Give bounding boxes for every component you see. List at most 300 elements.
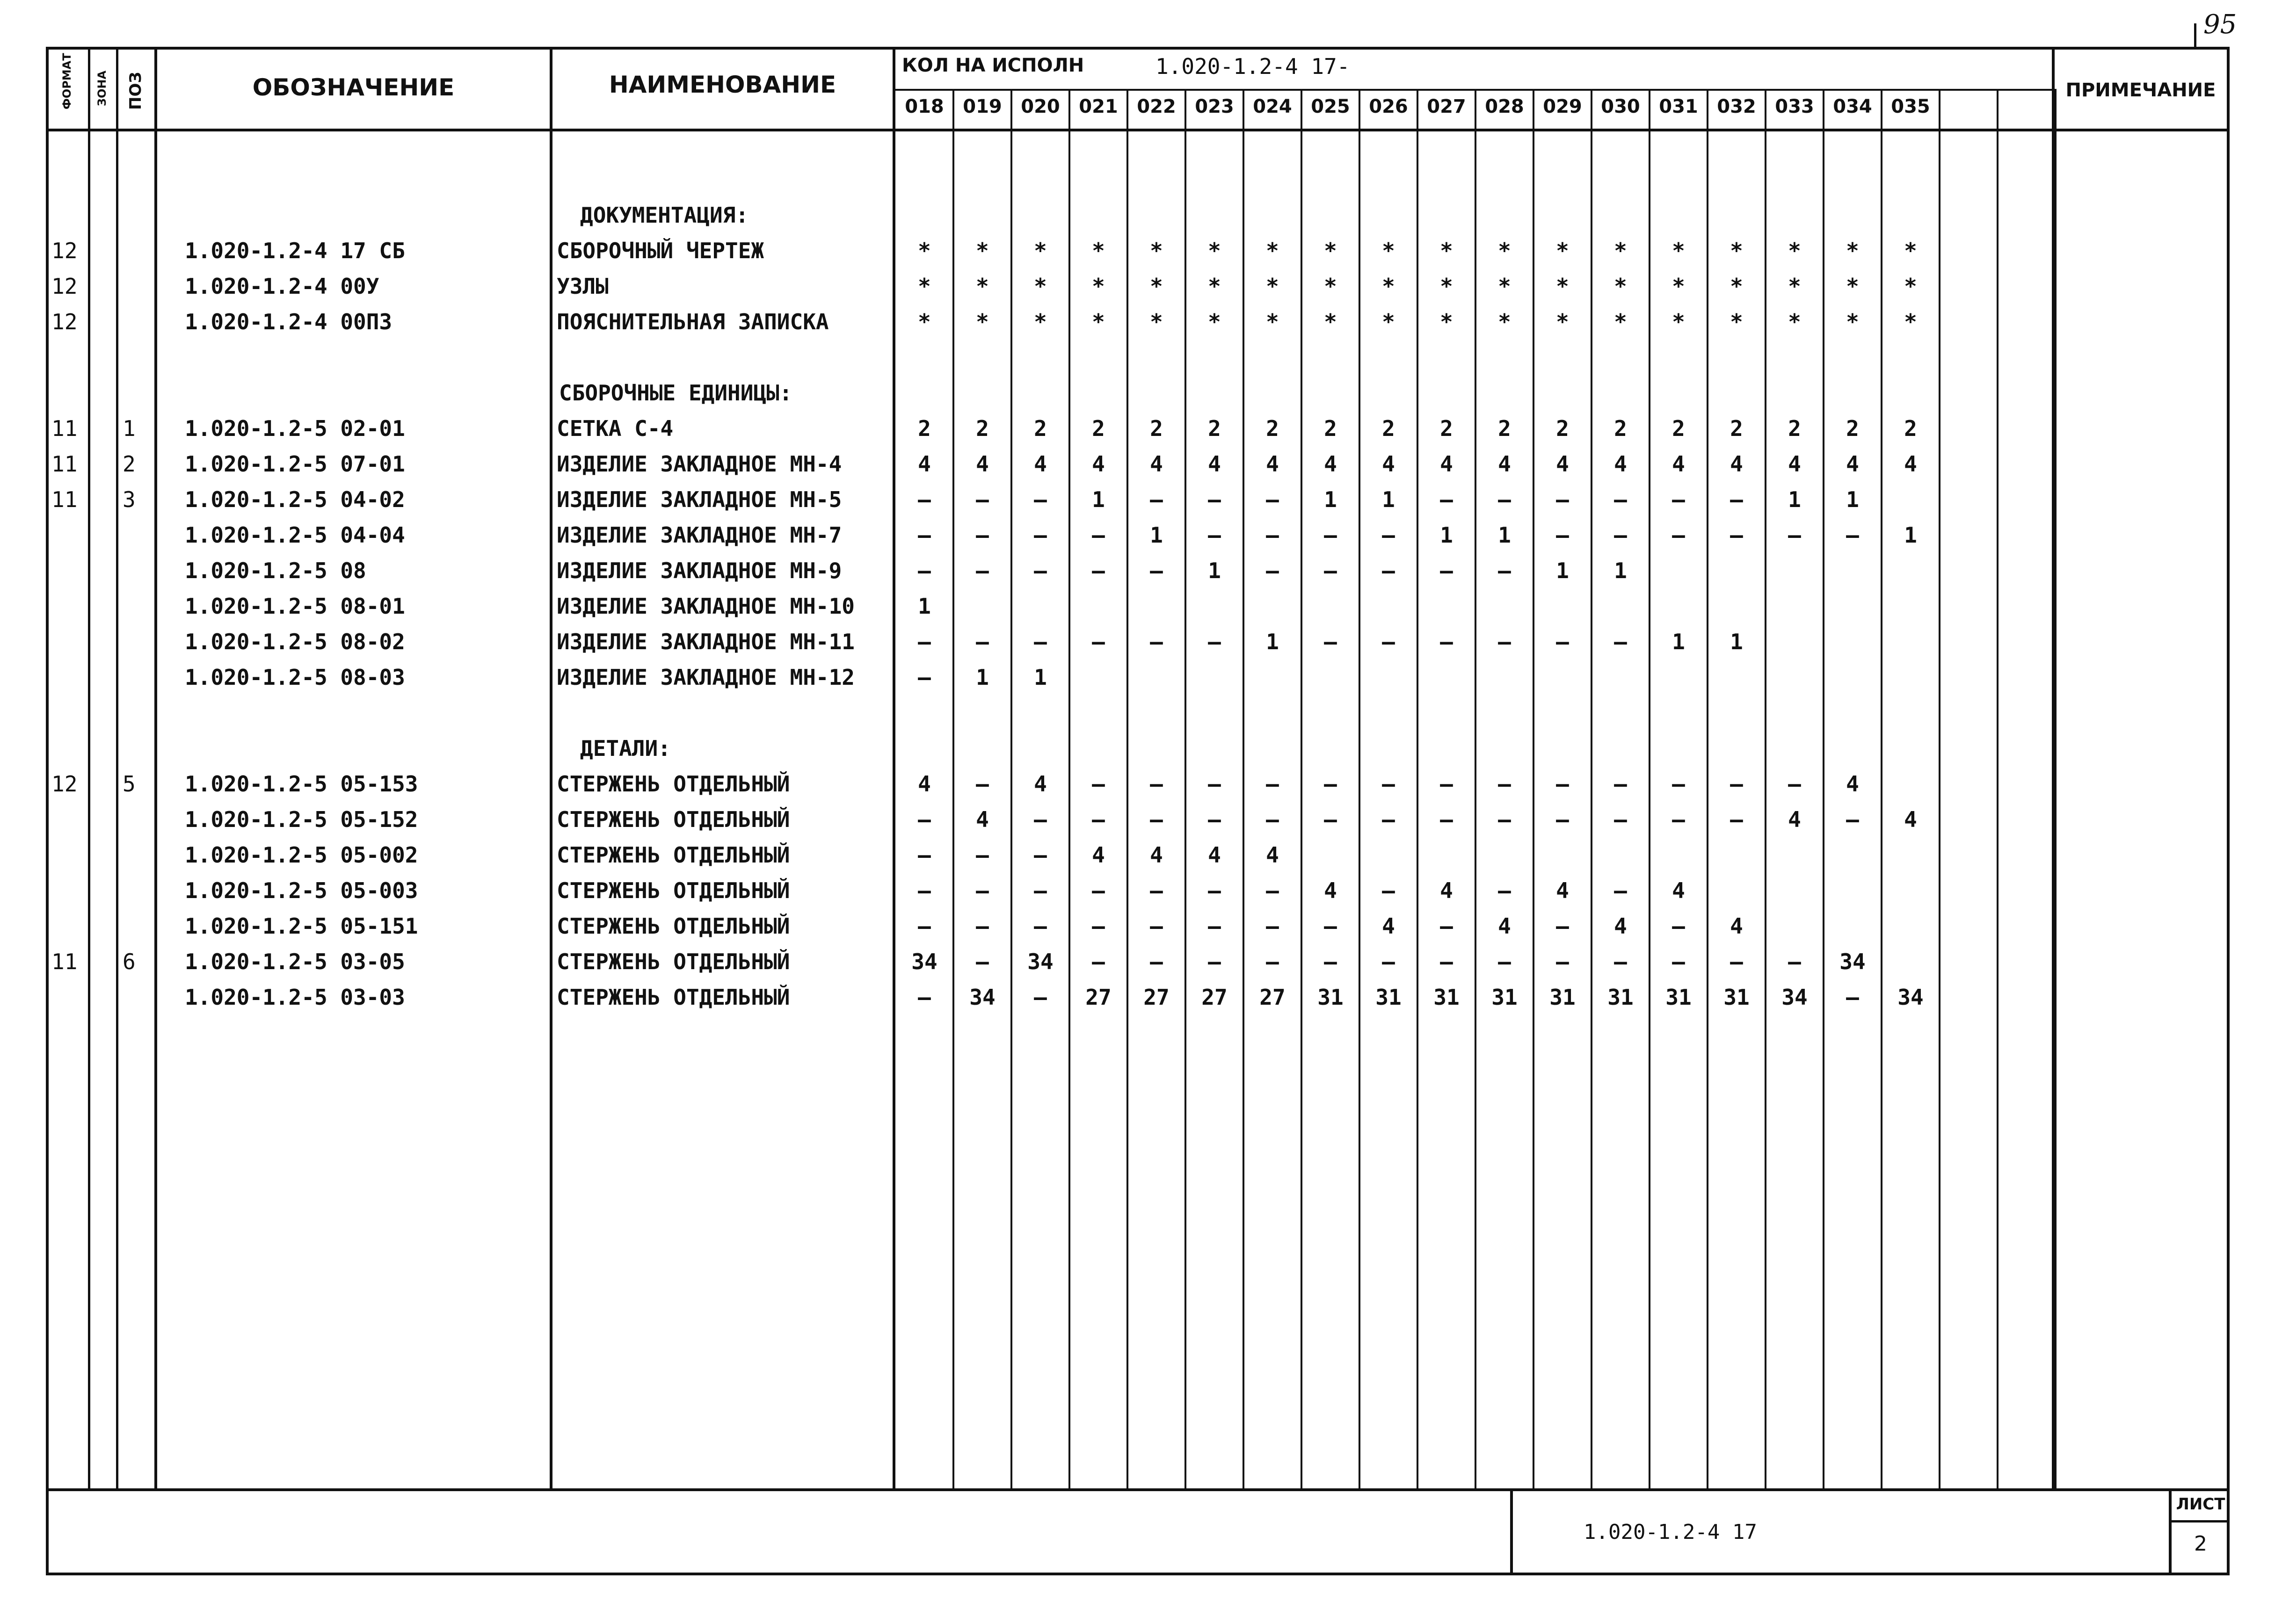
- qty-cell: 4: [1904, 807, 1917, 832]
- row-name: ИЗДЕЛИЕ ЗАКЛАДНОЕ МН-7: [557, 522, 842, 548]
- row-name: СТЕРЖЕНЬ ОТДЕЛЬНЫЙ: [557, 807, 790, 832]
- qty-cell: 4: [1208, 842, 1221, 868]
- qty-cell: *: [1382, 238, 1395, 263]
- qty-cell: –: [1498, 807, 1511, 832]
- qty-cell: –: [976, 878, 989, 903]
- footer-top-line: [46, 1488, 2230, 1491]
- qty-cell: –: [1208, 914, 1221, 939]
- qty-cell: –: [1092, 558, 1105, 583]
- row-name: УЗЛЫ: [557, 274, 609, 299]
- qty-cell: *: [1324, 309, 1337, 334]
- frame-right: [2227, 47, 2230, 1575]
- qty-cell: –: [1150, 771, 1163, 797]
- qty-cell: 4: [1788, 451, 1801, 477]
- row-name: СТЕРЖЕНЬ ОТДЕЛЬНЫЙ: [557, 842, 790, 868]
- qty-cell: *: [1904, 309, 1917, 334]
- qty-cell: *: [1730, 274, 1743, 299]
- qty-cell: 1: [1730, 629, 1743, 654]
- qty-cell: –: [1266, 807, 1279, 832]
- qty-cell: –: [1788, 771, 1801, 797]
- qty-cell: –: [1034, 487, 1047, 512]
- header-pos: ПОЗ: [126, 72, 145, 110]
- qty-cell: *: [1672, 309, 1685, 334]
- col-line-pos: [116, 47, 118, 1490]
- qty-cell: –: [1672, 807, 1685, 832]
- qty-cell: 34: [911, 949, 938, 974]
- row-format: 12: [51, 771, 78, 797]
- row-name: ИЗДЕЛИЕ ЗАКЛАДНОЕ МН-12: [557, 665, 855, 690]
- qty-cell: –: [1034, 522, 1047, 548]
- frame-top: [46, 47, 2230, 50]
- qty-cell: 4: [1614, 451, 1627, 477]
- qty-cell: –: [1034, 629, 1047, 654]
- qty-cell: –: [918, 629, 931, 654]
- variant-header: 027: [1427, 96, 1466, 117]
- header-name: НАИМЕНОВАНИЕ: [609, 71, 836, 98]
- qty-cell: –: [1730, 487, 1743, 512]
- qty-cell: *: [1092, 309, 1105, 334]
- qty-cell: 27: [1259, 985, 1286, 1010]
- qty-cell: 27: [1085, 985, 1112, 1010]
- qty-cell: *: [1556, 274, 1569, 299]
- header-bottom-line: [46, 129, 2230, 131]
- qty-cell: 2: [1266, 416, 1279, 441]
- qty-cell: 4: [1498, 914, 1511, 939]
- qty-cell: –: [1440, 914, 1453, 939]
- qty-cell: –: [1614, 629, 1627, 654]
- qty-cell: *: [1440, 238, 1453, 263]
- qty-cell: 1: [1150, 522, 1163, 548]
- page-number-tick: [2194, 23, 2196, 47]
- qty-cell: –: [1266, 914, 1279, 939]
- qty-cell: –: [1440, 629, 1453, 654]
- qty-cell: *: [1092, 238, 1105, 263]
- qty-cell: 34: [1027, 949, 1054, 974]
- qty-cell: 4: [1556, 878, 1569, 903]
- qty-cell: –: [1440, 949, 1453, 974]
- variant-header: 031: [1659, 96, 1698, 117]
- qty-cell: –: [1382, 949, 1395, 974]
- variant-header: 023: [1195, 96, 1234, 117]
- qty-cell: *: [1614, 238, 1627, 263]
- qty-cell: *: [1266, 238, 1279, 263]
- qty-cell: –: [1498, 558, 1511, 583]
- qty-cell: 4: [1904, 451, 1917, 477]
- row-pos: 6: [123, 949, 136, 974]
- col-line-designation: [154, 47, 157, 1490]
- qty-cell: –: [976, 629, 989, 654]
- qty-cell: 34: [969, 985, 996, 1010]
- qty-cell: *: [1208, 309, 1221, 334]
- row-designation: 1.020-1.2-5 05-153: [185, 771, 418, 797]
- qty-cell: –: [1498, 949, 1511, 974]
- variant-header: 032: [1717, 96, 1756, 117]
- qty-cell: 4: [1498, 451, 1511, 477]
- row-designation: 1.020-1.2-5 08-01: [185, 594, 405, 619]
- qty-cell: –: [1266, 558, 1279, 583]
- qty-cell: *: [1382, 309, 1395, 334]
- qty-cell: *: [1266, 274, 1279, 299]
- footer-sheet-number: 2: [2194, 1532, 2207, 1556]
- qty-cell: –: [1498, 771, 1511, 797]
- qty-cell: –: [1440, 487, 1453, 512]
- qty-cell: –: [1150, 807, 1163, 832]
- qty-cell: –: [1324, 949, 1337, 974]
- row-format: 11: [51, 949, 78, 974]
- variant-header: 024: [1253, 96, 1292, 117]
- qty-cell: –: [1730, 949, 1743, 974]
- qty-cell: *: [1498, 238, 1511, 263]
- qty-cell: *: [1904, 274, 1917, 299]
- row-pos: 2: [123, 451, 136, 477]
- qty-cell: 2: [1614, 416, 1627, 441]
- qty-cell: –: [1382, 807, 1395, 832]
- qty-cell: –: [1208, 807, 1221, 832]
- qty-cell: –: [1846, 522, 1859, 548]
- qty-cell: –: [1614, 807, 1627, 832]
- qty-cell: –: [1034, 807, 1047, 832]
- qty-cell: 4: [1266, 451, 1279, 477]
- row-designation: 1.020-1.2-5 05-002: [185, 842, 418, 868]
- qty-cell: 1: [976, 665, 989, 690]
- qty-cell: *: [1266, 309, 1279, 334]
- row-name: СБОРОЧНЫЙ ЧЕРТЕЖ: [557, 238, 764, 263]
- qty-cell: 1: [1208, 558, 1221, 583]
- variant-header: 020: [1021, 96, 1060, 117]
- qty-cell: 31: [1549, 985, 1576, 1010]
- qty-cell: –: [1208, 771, 1221, 797]
- qty-cell: –: [1150, 914, 1163, 939]
- qty-cell: 2: [1788, 416, 1801, 441]
- qty-cell: 1: [1846, 487, 1859, 512]
- qty-cell: *: [1208, 238, 1221, 263]
- qty-cell: –: [1556, 629, 1569, 654]
- qty-cell: –: [1556, 807, 1569, 832]
- qty-cell: *: [1150, 238, 1163, 263]
- qty-cell: –: [1092, 629, 1105, 654]
- qty-cell: –: [1092, 807, 1105, 832]
- qty-cell: –: [918, 558, 931, 583]
- qty-cell: *: [1324, 274, 1337, 299]
- qty-cell: 2: [918, 416, 931, 441]
- qty-cell: –: [1556, 949, 1569, 974]
- qty-cell: *: [1034, 309, 1047, 334]
- qty-cell: 1: [1904, 522, 1917, 548]
- qty-cell: –: [1382, 878, 1395, 903]
- qty-cell: *: [1614, 274, 1627, 299]
- qty-cell: *: [1730, 309, 1743, 334]
- qty-cell: *: [1904, 238, 1917, 263]
- qty-cell: –: [976, 522, 989, 548]
- qty-cell: –: [1266, 487, 1279, 512]
- row-designation: 1.020-1.2-5 02-01: [185, 416, 405, 441]
- variant-header: 029: [1543, 96, 1582, 117]
- qty-cell: –: [1092, 914, 1105, 939]
- qty-cell: –: [1614, 487, 1627, 512]
- qty-cell: 4: [1672, 878, 1685, 903]
- qty-cell: 2: [1904, 416, 1917, 441]
- row-designation: 1.020-1.2-5 08-03: [185, 665, 405, 690]
- qty-cell: –: [1208, 522, 1221, 548]
- row-name: СЕТКА С-4: [557, 416, 674, 441]
- qty-cell: –: [1672, 771, 1685, 797]
- qty-cell: –: [1498, 878, 1511, 903]
- qty-cell: 1: [1440, 522, 1453, 548]
- qty-cell: 4: [1324, 451, 1337, 477]
- row-format: 11: [51, 451, 78, 477]
- qty-cell: –: [918, 985, 931, 1010]
- qty-cell: *: [1208, 274, 1221, 299]
- qty-cell: 2: [1556, 416, 1569, 441]
- qty-cell: 27: [1143, 985, 1170, 1010]
- qty-cell: 4: [1324, 878, 1337, 903]
- variant-column-line: [1997, 89, 1999, 1490]
- qty-cell: 4: [1730, 451, 1743, 477]
- qty-cell: *: [1498, 274, 1511, 299]
- qty-cell: –: [976, 487, 989, 512]
- qty-cell: –: [976, 558, 989, 583]
- qty-cell: –: [1208, 487, 1221, 512]
- qty-cell: –: [1614, 878, 1627, 903]
- qty-cell: –: [1730, 771, 1743, 797]
- row-name: ИЗДЕЛИЕ ЗАКЛАДНОЕ МН-11: [557, 629, 855, 654]
- qty-cell: –: [1614, 522, 1627, 548]
- qty-cell: –: [1324, 771, 1337, 797]
- qty-cell: *: [1788, 274, 1801, 299]
- row-name: ИЗДЕЛИЕ ЗАКЛАДНОЕ МН-10: [557, 594, 855, 619]
- row-name: СТЕРЖЕНЬ ОТДЕЛЬНЫЙ: [557, 878, 790, 903]
- row-designation: 1.020-1.2-5 03-03: [185, 985, 405, 1010]
- qty-cell: –: [1614, 949, 1627, 974]
- qty-cell: 4: [1034, 771, 1047, 797]
- qty-cell: –: [1324, 629, 1337, 654]
- row-name: СТЕРЖЕНЬ ОТДЕЛЬНЫЙ: [557, 914, 790, 939]
- row-designation: 1.020-1.2-5 08-02: [185, 629, 405, 654]
- qty-cell: –: [1150, 878, 1163, 903]
- qty-cell: 1: [1324, 487, 1337, 512]
- qty-cell: *: [1846, 274, 1859, 299]
- qty-cell: –: [1208, 878, 1221, 903]
- qty-cell: –: [1556, 522, 1569, 548]
- header-zone: ЗОНА: [95, 70, 109, 107]
- qty-cell: 1: [1672, 629, 1685, 654]
- qty-cell: –: [1382, 629, 1395, 654]
- row-name: СТЕРЖЕНЬ ОТДЕЛЬНЫЙ: [557, 771, 790, 797]
- qty-cell: –: [1092, 949, 1105, 974]
- qty-cell: –: [1150, 949, 1163, 974]
- qty-cell: 4: [1266, 842, 1279, 868]
- qty-cell: *: [976, 238, 989, 263]
- qty-cell: *: [1324, 238, 1337, 263]
- qty-cell: –: [976, 842, 989, 868]
- qty-cell: 34: [1781, 985, 1808, 1010]
- footer-doc-code: 1.020-1.2-4 17: [1584, 1520, 1757, 1544]
- qty-cell: –: [1092, 522, 1105, 548]
- qty-cell: *: [1672, 238, 1685, 263]
- qty-cell: 4: [1614, 914, 1627, 939]
- qty-cell: *: [1150, 309, 1163, 334]
- row-designation: 1.020-1.2-4 00У: [185, 274, 379, 299]
- footer-code-box-left: [1510, 1488, 1513, 1573]
- qty-cell: 2: [1208, 416, 1221, 441]
- qty-cell: –: [1498, 629, 1511, 654]
- qty-cell: 4: [1730, 914, 1743, 939]
- qty-cell: –: [1440, 807, 1453, 832]
- qty-cell: –: [1034, 914, 1047, 939]
- qty-cell: *: [918, 309, 931, 334]
- qty-cell: 4: [918, 451, 931, 477]
- qty-cell: 4: [1440, 878, 1453, 903]
- qty-cell: 2: [1498, 416, 1511, 441]
- qty-cell: –: [918, 487, 931, 512]
- variant-header: 025: [1311, 96, 1350, 117]
- qty-cell: –: [1556, 914, 1569, 939]
- qty-cell: 4: [976, 451, 989, 477]
- qty-cell: 31: [1433, 985, 1460, 1010]
- qty-cell: –: [1208, 949, 1221, 974]
- qty-cell: –: [1672, 487, 1685, 512]
- qty-cell: –: [1556, 487, 1569, 512]
- qty-cell: –: [1266, 771, 1279, 797]
- qty-cell: *: [1556, 238, 1569, 263]
- row-format: 12: [51, 309, 78, 334]
- qty-cell: 31: [1665, 985, 1692, 1010]
- qty-cell: –: [1034, 985, 1047, 1010]
- row-pos: 5: [123, 771, 136, 797]
- variant-header: 022: [1137, 96, 1176, 117]
- qty-cell: 4: [1092, 451, 1105, 477]
- variant-header: 028: [1485, 96, 1524, 117]
- qty-cell: 1: [1034, 665, 1047, 690]
- qty-cell: 2: [1150, 416, 1163, 441]
- row-name: СТЕРЖЕНЬ ОТДЕЛЬНЫЙ: [557, 949, 790, 974]
- qty-cell: 4: [1208, 451, 1221, 477]
- qty-cell: 2: [1730, 416, 1743, 441]
- qty-cell: –: [918, 842, 931, 868]
- qty-cell: 2: [976, 416, 989, 441]
- variant-header: 034: [1833, 96, 1872, 117]
- qty-cell: 4: [1672, 451, 1685, 477]
- qty-cell: *: [1440, 274, 1453, 299]
- qty-cell: –: [1034, 878, 1047, 903]
- qty-cell: –: [1672, 949, 1685, 974]
- header-qty-code: 1.020-1.2-4 17-: [1156, 54, 1350, 79]
- row-designation: 1.020-1.2-4 17 СБ: [185, 238, 405, 263]
- qty-cell: 4: [1440, 451, 1453, 477]
- qty-cell: *: [1788, 309, 1801, 334]
- qty-cell: 4: [918, 771, 931, 797]
- qty-cell: 1: [1092, 487, 1105, 512]
- qty-cell: *: [1382, 274, 1395, 299]
- qty-cell: 27: [1201, 985, 1228, 1010]
- footer-sheet-box-mid: [2169, 1520, 2230, 1522]
- variant-column-line: [2055, 89, 2057, 1490]
- row-designation: 1.020-1.2-5 03-05: [185, 949, 405, 974]
- qty-cell: –: [1034, 842, 1047, 868]
- qty-cell: –: [918, 807, 931, 832]
- qty-cell: 31: [1317, 985, 1344, 1010]
- qty-cell: –: [918, 522, 931, 548]
- qty-cell: 1: [1556, 558, 1569, 583]
- qty-cell: 4: [1846, 771, 1859, 797]
- qty-cell: *: [976, 309, 989, 334]
- qty-cell: 4: [1382, 451, 1395, 477]
- variant-header: 030: [1601, 96, 1640, 117]
- frame-left: [46, 47, 49, 1575]
- section-documentation: ДОКУМЕНТАЦИЯ:: [580, 203, 749, 228]
- row-name: ИЗДЕЛИЕ ЗАКЛАДНОЕ МН-9: [557, 558, 842, 583]
- qty-cell: –: [1672, 914, 1685, 939]
- row-name: СТЕРЖЕНЬ ОТДЕЛЬНЫЙ: [557, 985, 790, 1010]
- qty-cell: *: [1730, 238, 1743, 263]
- qty-cell: 2: [1440, 416, 1453, 441]
- qty-cell: *: [1498, 309, 1511, 334]
- qty-cell: –: [1556, 771, 1569, 797]
- qty-cell: *: [1150, 274, 1163, 299]
- variant-header: 018: [905, 96, 944, 117]
- qty-cell: –: [918, 665, 931, 690]
- qty-cell: 4: [1034, 451, 1047, 477]
- qty-cell: –: [1614, 771, 1627, 797]
- qty-cell: –: [1788, 522, 1801, 548]
- page-number: 95: [2203, 9, 2237, 40]
- row-name: ПОЯСНИТЕЛЬНАЯ ЗАПИСКА: [557, 309, 829, 334]
- qty-cell: –: [1150, 558, 1163, 583]
- qty-cell: –: [1382, 558, 1395, 583]
- qty-cell: *: [1846, 309, 1859, 334]
- qty-cell: –: [1788, 949, 1801, 974]
- qty-cell: 4: [1150, 842, 1163, 868]
- qty-cell: 31: [1491, 985, 1518, 1010]
- section-details: ДЕТАЛИ:: [580, 736, 671, 761]
- qty-cell: *: [1034, 238, 1047, 263]
- qty-cell: –: [1266, 949, 1279, 974]
- qty-cell: *: [1092, 274, 1105, 299]
- qty-cell: 4: [1846, 451, 1859, 477]
- qty-cell: *: [1672, 274, 1685, 299]
- qty-cell: –: [1208, 629, 1221, 654]
- row-format: 12: [51, 238, 78, 263]
- qty-cell: –: [1440, 771, 1453, 797]
- qty-cell: –: [918, 878, 931, 903]
- qty-subheader-line: [894, 89, 2054, 91]
- variant-header: 033: [1775, 96, 1814, 117]
- qty-cell: –: [1266, 522, 1279, 548]
- qty-cell: –: [976, 949, 989, 974]
- qty-cell: –: [976, 771, 989, 797]
- frame-bottom: [46, 1573, 2230, 1575]
- section-assembly-units: СБОРОЧНЫЕ ЕДИНИЦЫ:: [559, 380, 792, 406]
- header-format: ФОРМАТ: [60, 53, 73, 109]
- qty-cell: 4: [1092, 842, 1105, 868]
- qty-cell: *: [1556, 309, 1569, 334]
- qty-cell: –: [1382, 522, 1395, 548]
- qty-cell: –: [918, 914, 931, 939]
- qty-cell: 4: [1150, 451, 1163, 477]
- qty-cell: –: [1150, 487, 1163, 512]
- qty-cell: –: [976, 914, 989, 939]
- qty-cell: *: [1788, 238, 1801, 263]
- row-format: 11: [51, 416, 78, 441]
- qty-cell: –: [1846, 985, 1859, 1010]
- qty-cell: –: [1672, 522, 1685, 548]
- qty-cell: 2: [1382, 416, 1395, 441]
- header-qty-label: КОЛ НА ИСПОЛН: [902, 55, 1084, 76]
- header-note: ПРИМЕЧАНИЕ: [2065, 80, 2216, 101]
- header-designation: ОБОЗНАЧЕНИЕ: [252, 74, 455, 101]
- qty-cell: –: [1324, 558, 1337, 583]
- qty-cell: 2: [1034, 416, 1047, 441]
